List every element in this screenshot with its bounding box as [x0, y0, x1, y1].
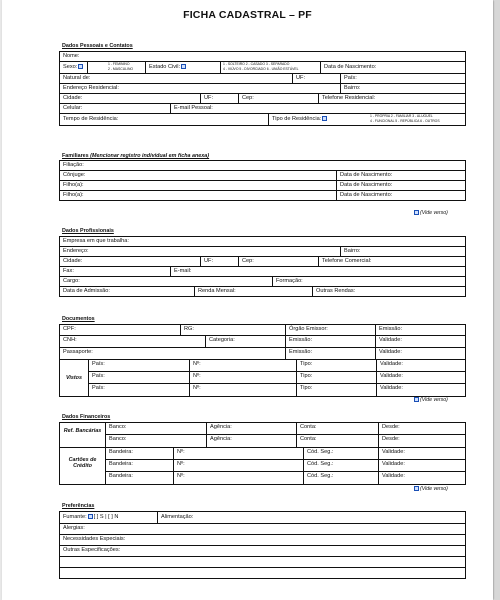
- estado-civil-label: Estado Civil:: [149, 64, 181, 70]
- nome-label: Nome:: [63, 53, 80, 59]
- cartao-row: [106, 460, 465, 472]
- dropdown-icon[interactable]: [88, 514, 93, 519]
- cargo-label: Cargo:: [63, 278, 80, 284]
- cartao-validade-label: Validade:: [378, 448, 465, 459]
- page-title: FICHA CADASTRAL – PF: [183, 9, 312, 21]
- vide-verso-note: [413, 397, 448, 403]
- sexo-cell: [60, 62, 87, 73]
- tipo-residencia-cell: [268, 114, 368, 125]
- tipo-residencia-options: [368, 114, 465, 125]
- uf2-label: UF:: [200, 94, 238, 103]
- sexo-option-1: 1 - FEMININO: [108, 62, 130, 66]
- cod-seg-label: Cód. Seg.:: [303, 460, 378, 471]
- cartao-numero-label: Nº:: [173, 472, 303, 484]
- cidade-label: Cidade:: [63, 95, 83, 101]
- familiares-title: Familiares: [62, 153, 89, 159]
- row-filiacao: [60, 161, 465, 171]
- cep-label: Cep:: [238, 94, 318, 103]
- celular-label: Celular:: [63, 105, 83, 111]
- cidade-prof-label: Cidade:: [63, 258, 83, 264]
- row-necessidades: [60, 535, 465, 546]
- visto-tipo-label: Tipo:: [296, 360, 376, 371]
- row-cidade: [60, 94, 465, 104]
- row-cargo: [60, 277, 465, 287]
- row-tempo-residencia: [60, 114, 465, 126]
- vistos-label: Vistos: [66, 375, 82, 381]
- visto-row: [89, 372, 465, 384]
- desde-label: Desde:: [378, 435, 465, 447]
- row-alergias: [60, 524, 465, 535]
- visto-numero-label: Nº:: [189, 360, 296, 371]
- vide-verso-text: (Vide verso): [420, 397, 448, 403]
- row-celular: [60, 104, 465, 114]
- data-nascimento-label: Data de Nascimento:: [320, 62, 465, 73]
- expand-icon[interactable]: [414, 397, 419, 402]
- visto-numero-label: Nº:: [189, 372, 296, 383]
- row-blank: [60, 557, 465, 568]
- section-title-preferencias: Preferências: [62, 503, 95, 509]
- natural-label: Natural de:: [63, 75, 91, 81]
- row-endereco: [60, 84, 465, 94]
- fumante-cell: [60, 512, 157, 523]
- bandeira-label: Bandeira:: [109, 461, 133, 467]
- desde-label: Desde:: [378, 423, 465, 434]
- cartao-row: [106, 448, 465, 460]
- ref-bancarias-label: Ref. Bancárias: [63, 428, 102, 434]
- telefone-comercial-label: Telefone Comercial:: [318, 257, 465, 266]
- vertical-scrollbar[interactable]: [495, 0, 500, 600]
- row-natural: [60, 74, 465, 84]
- outras-rendas-label: Outras Rendas:: [312, 287, 465, 296]
- banco-row: [106, 435, 465, 447]
- estado-civil-options: [220, 62, 320, 73]
- row-cidade-prof: [60, 257, 465, 267]
- agencia-label: Agência:: [206, 423, 296, 434]
- estado-civil-option-line-2: 4 - VIÚVO 5 - DIVORCIADO 6 - UNIÃO ESTÁVEL: [223, 67, 299, 71]
- row-filho-1: [60, 181, 465, 191]
- filho-data-nascimento-label: Data de Nascimento:: [336, 191, 465, 200]
- dropdown-icon[interactable]: [181, 64, 186, 69]
- orgao-emissor-label: Órgão Emissor:: [285, 325, 375, 335]
- familiares-note: (Mencionar registro individual em ficha anexa): [90, 153, 210, 159]
- pais-label: País:: [340, 74, 465, 83]
- section-title-financeiros: Dados Financeiros: [62, 414, 111, 420]
- visto-tipo-label: Tipo:: [296, 372, 376, 383]
- estado-civil-cell: [145, 62, 220, 73]
- filho-label: Filho(a):: [63, 182, 84, 188]
- ref-bancarias-block: [60, 423, 465, 448]
- sexo-label: Sexo:: [63, 64, 78, 70]
- data-admissao-label: Data de Admissão:: [63, 288, 110, 294]
- row-filho-2: [60, 191, 465, 201]
- section-title-pessoais: Dados Pessoais e Contatos: [62, 43, 133, 49]
- conjuge-label: Cônjuge:: [63, 172, 86, 178]
- row-blank: [60, 568, 465, 579]
- agencia-label: Agência:: [206, 435, 296, 447]
- email-prof-label: E-mail:: [170, 267, 465, 276]
- preferences-table: [59, 511, 466, 579]
- banco-label: Banco:: [109, 424, 127, 430]
- vide-verso-text: (Vide verso): [420, 210, 448, 216]
- row-cpf: [60, 325, 465, 336]
- conta-label: Conta:: [296, 435, 378, 447]
- family-table: [59, 160, 466, 201]
- vistos-rows: [88, 360, 465, 396]
- cod-seg-label: Cód. Seg.:: [303, 472, 378, 484]
- categoria-label: Categoria:: [205, 336, 285, 347]
- expand-icon[interactable]: [414, 486, 419, 491]
- cod-seg-label: Cód. Seg.:: [303, 448, 378, 459]
- filho-label: Filho(a):: [63, 192, 84, 198]
- cartao-numero-label: Nº:: [173, 448, 303, 459]
- uf-label: UF:: [292, 74, 340, 83]
- financial-table: [59, 422, 466, 485]
- documents-table: [59, 324, 466, 397]
- document-page: [2, 0, 493, 600]
- endereco-prof-label: Endereço:: [63, 248, 89, 254]
- fumante-label: Fumante:: [63, 514, 87, 520]
- bairro-prof-label: Bairro:: [340, 247, 465, 256]
- email-pessoal-label: E-mail Pessoal:: [170, 104, 465, 113]
- filiacao-label: Filiação:: [63, 162, 84, 168]
- personal-data-table: [59, 51, 466, 126]
- visto-row: [89, 384, 465, 396]
- visto-row: [89, 360, 465, 372]
- cnh-emissao-label: Emissão:: [285, 336, 375, 347]
- cartoes-label: Cartões de Crédito: [68, 457, 97, 469]
- passaporte-validade-label: Validade:: [375, 348, 465, 359]
- visto-validade-label: Validade:: [376, 360, 465, 371]
- row-conjuge: [60, 171, 465, 181]
- estado-civil-option-line-1: 1 - SOLTEIRO 2 - CASADO 3 - SEPARADO: [223, 62, 290, 66]
- uf-prof-label: UF:: [200, 257, 238, 266]
- bandeira-label: Bandeira:: [109, 449, 133, 455]
- necessidades-especiais-label: Necessidades Especiais:: [63, 536, 126, 542]
- renda-mensal-label: Renda Mensal:: [194, 287, 312, 296]
- sexo-option-2: 2 - MASCULINO: [108, 67, 134, 71]
- vistos-block: [60, 360, 465, 397]
- conjuge-data-nascimento-label: Data de Nascimento:: [336, 171, 465, 180]
- cartao-validade-label: Validade:: [378, 472, 465, 484]
- telefone-residencial-label: Telefone Residencial:: [318, 94, 465, 103]
- cartao-validade-label: Validade:: [378, 460, 465, 471]
- visto-pais-label: País:: [92, 361, 105, 367]
- bairro-label: Bairro:: [340, 84, 465, 93]
- bandeira-label: Bandeira:: [109, 473, 133, 479]
- row-outras: [60, 546, 465, 557]
- visto-numero-label: Nº:: [189, 384, 296, 396]
- passaporte-emissao-label: Emissão:: [285, 348, 375, 359]
- cartoes-rows: [105, 448, 465, 484]
- expand-icon[interactable]: [414, 210, 419, 215]
- fumante-options[interactable]: [ ] S | [ ] N: [93, 514, 119, 520]
- rg-label: RG:: [180, 325, 285, 335]
- ref-bancarias-rows: [105, 423, 465, 447]
- row-nome: [60, 52, 465, 62]
- cep-prof-label: Cep:: [238, 257, 318, 266]
- row-sexo: [60, 62, 465, 74]
- vide-verso-note: [413, 210, 448, 216]
- emissao-label: Emissão:: [375, 325, 465, 335]
- row-fumante: [60, 512, 465, 524]
- cnh-label: CNH:: [63, 337, 77, 343]
- row-admissao: [60, 287, 465, 297]
- professional-data-table: [59, 236, 466, 297]
- passaporte-label: Passaporte:: [63, 349, 93, 355]
- empresa-label: Empresa em que trabalha:: [63, 238, 129, 244]
- dropdown-icon[interactable]: [78, 64, 83, 69]
- section-title-profissionais: Dados Profissionais: [62, 228, 114, 234]
- row-endereco-prof: [60, 247, 465, 257]
- fax-label: Fax:: [63, 268, 74, 274]
- row-cnh: [60, 336, 465, 348]
- cartao-numero-label: Nº:: [173, 460, 303, 471]
- banco-row: [106, 423, 465, 435]
- section-title-documentos: Documentos: [62, 316, 95, 322]
- tempo-residencia-label: Tempo de Residência:: [63, 116, 119, 122]
- formacao-label: Formação:: [272, 277, 465, 286]
- outras-especificacoes-label: Outras Especificações:: [63, 547, 121, 553]
- endereco-label: Endereço Residencial:: [63, 85, 119, 91]
- banco-label: Banco:: [109, 436, 127, 442]
- filho-data-nascimento-label: Data de Nascimento:: [336, 181, 465, 190]
- visto-validade-label: Validade:: [376, 372, 465, 383]
- visto-pais-label: País:: [92, 373, 105, 379]
- tipo-residencia-option-line-2: 4 - FUNCIONAL 5 - REPÚBLICA 6 - OUTROS: [370, 119, 440, 123]
- cartoes-block: [60, 448, 465, 485]
- section-title-familiares: [62, 153, 209, 159]
- row-fax: [60, 267, 465, 277]
- vide-verso-text: (Vide verso): [420, 486, 448, 492]
- cpf-label: CPF:: [63, 326, 76, 332]
- cartao-row: [106, 472, 465, 484]
- alergias-label: Alergias:: [63, 525, 85, 531]
- conta-label: Conta:: [296, 423, 378, 434]
- alimentacao-label: Alimentação:: [157, 512, 465, 523]
- visto-pais-label: País:: [92, 385, 105, 391]
- tipo-residencia-label: Tipo de Residência:: [272, 116, 322, 122]
- tipo-residencia-option-line-1: 1 - PRÓPRIA 2 - FAMILIAR 3 - ALUGUEL: [370, 114, 433, 118]
- sexo-options: [87, 62, 145, 73]
- cnh-validade-label: Validade:: [375, 336, 465, 347]
- row-empresa: [60, 237, 465, 247]
- visto-validade-label: Validade:: [376, 384, 465, 396]
- visto-tipo-label: Tipo:: [296, 384, 376, 396]
- row-passaporte: [60, 348, 465, 360]
- dropdown-icon[interactable]: [322, 116, 327, 121]
- vide-verso-note: [413, 486, 448, 492]
